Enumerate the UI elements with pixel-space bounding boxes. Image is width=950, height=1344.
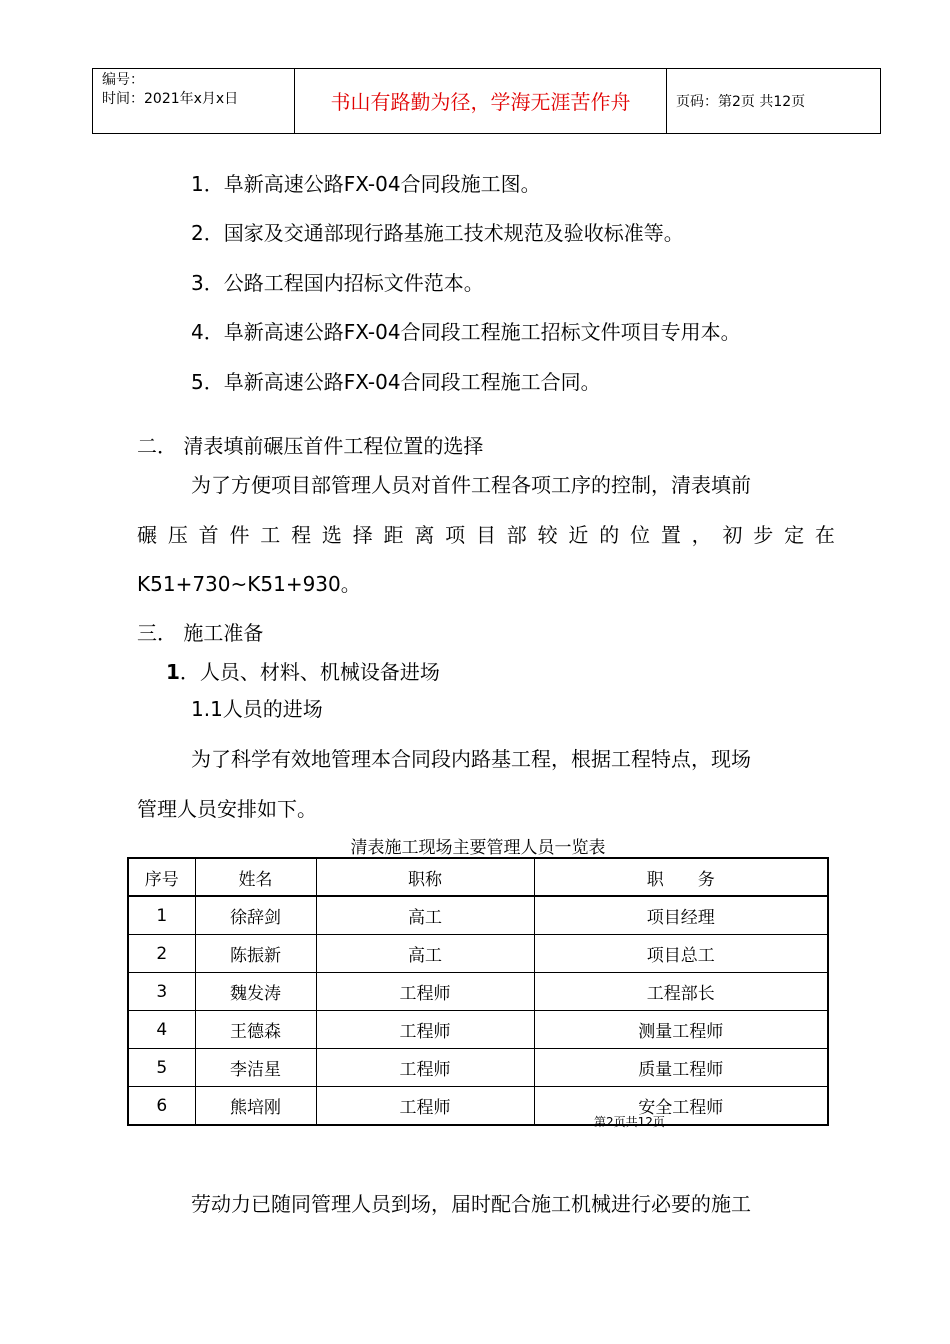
justified-char: 置 — [660, 523, 681, 547]
justified-char: 项 — [445, 523, 466, 547]
justified-char: 位 — [630, 523, 650, 547]
justified-char: 的 — [599, 523, 620, 547]
justified-char: 部 — [506, 523, 527, 547]
cell-name: 王德森 — [195, 1011, 316, 1049]
document-header — [92, 68, 881, 134]
subsection-1-1-heading: 1.1人员的进场 — [191, 697, 323, 721]
justified-char: 件 — [229, 523, 250, 547]
justified-char: 碾 — [137, 523, 157, 547]
table-caption: 清表施工现场主要管理人员一览表 — [350, 838, 606, 858]
cell-position: 项目总工 — [534, 935, 828, 973]
section-2-heading: 二． 清表填前碾压首件工程位置的选择 — [137, 434, 484, 458]
cell-position: 质量工程师 — [534, 1049, 828, 1087]
basis-item-4: 4．阜新高速公路FX-04合同段工程施工招标文件项目专用本。 — [191, 320, 741, 344]
subsection-1-number: 1 — [166, 660, 180, 684]
cell-name: 李洁星 — [195, 1049, 316, 1087]
table-header-row — [128, 858, 828, 896]
cell-title: 工程师 — [316, 973, 534, 1011]
table-row — [128, 1011, 828, 1049]
header-number: 编号： — [102, 72, 144, 88]
header-title: 职称 — [316, 858, 534, 896]
cell-title: 工程师 — [316, 1087, 534, 1126]
staff-table — [127, 857, 829, 1126]
justified-char: 初 — [722, 523, 743, 547]
cell-position: 项目经理 — [534, 896, 828, 935]
justified-char: 较 — [537, 523, 558, 547]
subsection-1-title: ．人员、材料、机械设备进场 — [179, 660, 440, 684]
justified-char: 压 — [167, 523, 188, 547]
section-2-para-line-3: K51+730~K51+930。 — [137, 572, 361, 596]
justified-char: 选 — [321, 523, 342, 547]
basis-item-3: 3．公路工程国内招标文件范本。 — [191, 271, 484, 295]
basis-item-1: 1．阜新高速公路FX-04合同段施工图。 — [191, 172, 541, 196]
header-meta — [93, 69, 295, 133]
header-index: 序号 — [128, 858, 195, 896]
justified-char: 在 — [814, 523, 835, 547]
cell-name: 徐辞剑 — [195, 896, 316, 935]
table-row — [128, 1087, 828, 1126]
basis-item-5: 5．阜新高速公路FX-04合同段工程施工合同。 — [191, 370, 601, 394]
table-row — [128, 896, 828, 935]
cell-index: 1 — [128, 896, 195, 935]
cell-title: 工程师 — [316, 1049, 534, 1087]
cell-index: 4 — [128, 1011, 195, 1049]
justified-char: 首 — [198, 523, 219, 547]
section-3-heading: 三． 施工准备 — [137, 621, 264, 645]
final-paragraph-line: 劳动力已随同管理人员到场，届时配合施工机械进行必要的施工 — [191, 1192, 751, 1216]
cell-name: 陈振新 — [195, 935, 316, 973]
cell-name: 魏发涛 — [195, 973, 316, 1011]
justified-char: ， — [691, 523, 712, 547]
cell-index: 6 — [128, 1087, 195, 1126]
cell-title: 工程师 — [316, 1011, 534, 1049]
justified-char: 目 — [475, 523, 496, 547]
table-row — [128, 973, 828, 1011]
section-3-para-line-1: 为了科学有效地管理本合同段内路基工程，根据工程特点，现场 — [191, 747, 751, 771]
justified-char: 离 — [414, 523, 435, 547]
section-2-para-line-1: 为了方便项目部管理人员对首件工程各项工序的控制，清表填前 — [191, 473, 751, 497]
justified-char: 距 — [383, 523, 404, 547]
cell-position: 工程部长 — [534, 973, 828, 1011]
header-name: 姓名 — [195, 858, 316, 896]
header-time: 时间：2021年x月x日 — [102, 91, 239, 107]
header-position: 职 务 — [534, 858, 828, 896]
basis-item-2: 2．国家及交通部现行路基施工技术规范及验收标准等。 — [191, 221, 684, 245]
cell-index: 3 — [128, 973, 195, 1011]
table-row — [128, 935, 828, 973]
justified-char: 工 — [260, 523, 281, 547]
section-3-para-line-2: 管理人员安排如下。 — [137, 797, 317, 821]
page-footer: 第2页共12页 — [594, 1115, 665, 1129]
section-2-para-line-2 — [137, 522, 835, 548]
justified-char: 步 — [753, 523, 774, 547]
cell-name: 熊培刚 — [195, 1087, 316, 1126]
cell-position: 测量工程师 — [534, 1011, 828, 1049]
justified-char: 程 — [291, 523, 312, 547]
cell-title: 高工 — [316, 935, 534, 973]
header-page-number: 页码：第2页 共12页 — [676, 94, 806, 110]
justified-char: 定 — [784, 523, 805, 547]
justified-char: 近 — [568, 523, 589, 547]
cell-index: 2 — [128, 935, 195, 973]
cell-title: 高工 — [316, 896, 534, 935]
cell-index: 5 — [128, 1049, 195, 1087]
table-row — [128, 1049, 828, 1087]
justified-char: 择 — [352, 523, 373, 547]
subsection-1-heading — [166, 659, 440, 685]
cell-position: 安全工程师 — [534, 1087, 828, 1126]
header-motto: 书山有路勤为径，学海无涯苦作舟 — [295, 69, 667, 133]
